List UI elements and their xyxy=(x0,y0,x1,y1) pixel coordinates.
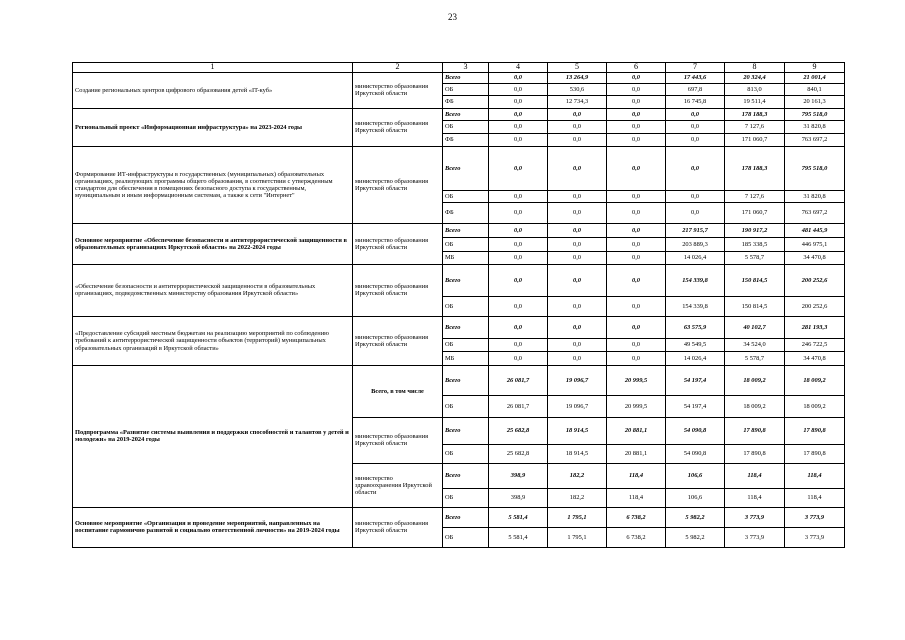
amount-cell: 763 697,2 xyxy=(785,133,845,146)
amount-cell: 840,1 xyxy=(785,83,845,95)
amount-cell: 0,0 xyxy=(489,190,548,202)
column-number: 2 xyxy=(353,63,443,73)
amount-cell: 20 881,1 xyxy=(607,444,666,463)
funding-source-cell: ОБ xyxy=(443,338,489,351)
amount-cell: 17 890,8 xyxy=(725,417,785,444)
funding-source-cell: Всего xyxy=(443,507,489,527)
funding-source-cell: ОБ xyxy=(443,83,489,95)
amount-cell: 118,4 xyxy=(607,463,666,488)
table-row xyxy=(73,264,845,296)
funding-source-cell: ОБ xyxy=(443,237,489,251)
amount-cell: 217 915,7 xyxy=(666,223,725,237)
amount-cell: 19 096,7 xyxy=(548,395,607,417)
amount-cell: 34 470,8 xyxy=(785,351,845,365)
amount-cell: 171 060,7 xyxy=(725,133,785,146)
amount-cell: 54 090,8 xyxy=(666,417,725,444)
activity-name-cell: «Обеспечение безопасности и антитеррористической защищенности в образовательных организациях, подведомственных министерству образования Иркутской области» xyxy=(73,264,353,316)
amount-cell: 5 982,2 xyxy=(666,507,725,527)
amount-cell: 0,0 xyxy=(607,190,666,202)
amount-cell: 3 773,9 xyxy=(725,527,785,547)
amount-cell: 246 722,5 xyxy=(785,338,845,351)
amount-cell: 0,0 xyxy=(489,120,548,133)
activity-name-cell: Подпрограмма «Развитие системы выявления и поддержки способностей и талантов у детей и молодежи» на 2019-2024 годы xyxy=(73,365,353,507)
amount-cell: 118,4 xyxy=(785,488,845,507)
amount-cell: 154 339,8 xyxy=(666,264,725,296)
amount-cell: 0,0 xyxy=(489,237,548,251)
funding-source-cell: МБ xyxy=(443,251,489,264)
amount-cell: 0,0 xyxy=(607,251,666,264)
amount-cell: 0,0 xyxy=(548,120,607,133)
page-number: 23 xyxy=(448,12,457,22)
funding-source-cell: Всего xyxy=(443,365,489,395)
amount-cell: 0,0 xyxy=(489,95,548,108)
amount-cell: 12 734,3 xyxy=(548,95,607,108)
amount-cell: 0,0 xyxy=(489,338,548,351)
amount-cell: 0,0 xyxy=(607,237,666,251)
funding-source-cell: ОБ xyxy=(443,488,489,507)
amount-cell: 0,0 xyxy=(489,72,548,83)
funding-source-cell: ОБ xyxy=(443,190,489,202)
column-number: 9 xyxy=(785,63,845,73)
funding-source-cell: Всего xyxy=(443,264,489,296)
amount-cell: 25 682,8 xyxy=(489,417,548,444)
funding-source-cell: Всего xyxy=(443,146,489,190)
responsible-cell: министерство образования Иркутской области xyxy=(353,316,443,365)
amount-cell: 795 518,0 xyxy=(785,108,845,120)
column-number: 8 xyxy=(725,63,785,73)
funding-source-cell: Всего xyxy=(443,223,489,237)
amount-cell: 7 127,6 xyxy=(725,120,785,133)
amount-cell: 7 127,6 xyxy=(725,190,785,202)
amount-cell: 0,0 xyxy=(548,338,607,351)
amount-cell: 481 445,9 xyxy=(785,223,845,237)
amount-cell: 0,0 xyxy=(489,133,548,146)
amount-cell: 0,0 xyxy=(607,202,666,223)
amount-cell: 1 795,1 xyxy=(548,527,607,547)
amount-cell: 118,4 xyxy=(725,463,785,488)
amount-cell: 14 026,4 xyxy=(666,351,725,365)
budget-table-body xyxy=(73,63,845,548)
amount-cell: 1 795,1 xyxy=(548,507,607,527)
amount-cell: 3 773,9 xyxy=(725,507,785,527)
amount-cell: 0,0 xyxy=(489,296,548,316)
amount-cell: 150 814,5 xyxy=(725,264,785,296)
funding-source-cell: ФБ xyxy=(443,202,489,223)
column-number: 7 xyxy=(666,63,725,73)
amount-cell: 763 697,2 xyxy=(785,202,845,223)
amount-cell: 0,0 xyxy=(548,202,607,223)
amount-cell: 178 188,3 xyxy=(725,108,785,120)
activity-name-cell: Формирование ИТ-инфраструктуры в государственных (муниципальных) образовательных организациях, реализующих программы общего образования, в соответствии с утвержденным стандартом для обеспечения в помещениях безопасного доступа к государственным, муниципальным и иным информационным системам, а также к сети "Интернет" xyxy=(73,146,353,223)
amount-cell: 0,0 xyxy=(489,202,548,223)
amount-cell: 19 096,7 xyxy=(548,365,607,395)
amount-cell: 54 197,4 xyxy=(666,365,725,395)
amount-cell: 5 581,4 xyxy=(489,527,548,547)
amount-cell: 20 324,4 xyxy=(725,72,785,83)
column-number: 4 xyxy=(489,63,548,73)
amount-cell: 18 914,5 xyxy=(548,444,607,463)
amount-cell: 200 252,6 xyxy=(785,296,845,316)
funding-source-cell: ФБ xyxy=(443,95,489,108)
amount-cell: 0,0 xyxy=(489,108,548,120)
amount-cell: 54 090,8 xyxy=(666,444,725,463)
amount-cell: 21 001,4 xyxy=(785,72,845,83)
amount-cell: 5 581,4 xyxy=(489,507,548,527)
table-row xyxy=(73,365,845,395)
amount-cell: 171 060,7 xyxy=(725,202,785,223)
amount-cell: 20 881,1 xyxy=(607,417,666,444)
activity-name-cell: «Предоставление субсидий местным бюджетам на реализацию мероприятий по соблюдению требований к антитеррористической защищенности объектов (территорий) муниципальных образовательных организаций в Иркутской области» xyxy=(73,316,353,365)
amount-cell: 18 009,2 xyxy=(785,365,845,395)
amount-cell: 0,0 xyxy=(548,108,607,120)
amount-cell: 0,0 xyxy=(489,223,548,237)
amount-cell: 0,0 xyxy=(666,146,725,190)
amount-cell: 19 511,4 xyxy=(725,95,785,108)
amount-cell: 118,4 xyxy=(607,488,666,507)
amount-cell: 0,0 xyxy=(489,251,548,264)
amount-cell: 13 264,9 xyxy=(548,72,607,83)
amount-cell: 182,2 xyxy=(548,463,607,488)
amount-cell: 0,0 xyxy=(607,120,666,133)
column-number: 1 xyxy=(73,63,353,73)
activity-name-cell: Основное мероприятие «Организация и проведение мероприятий, направленных на воспитание гармонично развитой и социально ответственной личности» на 2019-2024 годы xyxy=(73,507,353,547)
amount-cell: 6 738,2 xyxy=(607,527,666,547)
amount-cell: 398,9 xyxy=(489,463,548,488)
amount-cell: 0,0 xyxy=(666,133,725,146)
responsible-cell: министерство образования Иркутской области xyxy=(353,264,443,316)
amount-cell: 31 820,8 xyxy=(785,120,845,133)
amount-cell: 16 745,8 xyxy=(666,95,725,108)
amount-cell: 0,0 xyxy=(548,351,607,365)
amount-cell: 0,0 xyxy=(548,316,607,338)
amount-cell: 0,0 xyxy=(607,223,666,237)
funding-source-cell: ОБ xyxy=(443,296,489,316)
funding-source-cell: ФБ xyxy=(443,133,489,146)
amount-cell: 178 188,3 xyxy=(725,146,785,190)
amount-cell: 40 102,7 xyxy=(725,316,785,338)
amount-cell: 203 889,3 xyxy=(666,237,725,251)
table-row xyxy=(73,507,845,527)
funding-source-cell: Всего xyxy=(443,316,489,338)
table-row xyxy=(73,146,845,190)
amount-cell: 20 999,5 xyxy=(607,395,666,417)
amount-cell: 5 982,2 xyxy=(666,527,725,547)
amount-cell: 0,0 xyxy=(607,146,666,190)
amount-cell: 0,0 xyxy=(607,264,666,296)
amount-cell: 14 026,4 xyxy=(666,251,725,264)
amount-cell: 0,0 xyxy=(548,190,607,202)
amount-cell: 446 975,1 xyxy=(785,237,845,251)
table-row xyxy=(73,108,845,120)
amount-cell: 0,0 xyxy=(489,146,548,190)
amount-cell: 200 252,6 xyxy=(785,264,845,296)
amount-cell: 17 890,8 xyxy=(725,444,785,463)
amount-cell: 154 339,8 xyxy=(666,296,725,316)
amount-cell: 31 820,8 xyxy=(785,190,845,202)
amount-cell: 18 914,5 xyxy=(548,417,607,444)
amount-cell: 6 738,2 xyxy=(607,507,666,527)
amount-cell: 0,0 xyxy=(666,108,725,120)
amount-cell: 54 197,4 xyxy=(666,395,725,417)
amount-cell: 0,0 xyxy=(607,338,666,351)
funding-source-cell: Всего xyxy=(443,72,489,83)
amount-cell: 795 518,0 xyxy=(785,146,845,190)
amount-cell: 813,0 xyxy=(725,83,785,95)
funding-source-cell: Всего xyxy=(443,108,489,120)
amount-cell: 18 009,2 xyxy=(725,395,785,417)
amount-cell: 0,0 xyxy=(489,83,548,95)
amount-cell: 34 470,8 xyxy=(785,251,845,264)
amount-cell: 281 193,3 xyxy=(785,316,845,338)
amount-cell: 63 575,9 xyxy=(666,316,725,338)
amount-cell: 0,0 xyxy=(548,237,607,251)
amount-cell: 0,0 xyxy=(607,351,666,365)
amount-cell: 398,9 xyxy=(489,488,548,507)
amount-cell: 150 814,5 xyxy=(725,296,785,316)
amount-cell: 0,0 xyxy=(548,146,607,190)
amount-cell: 0,0 xyxy=(607,95,666,108)
amount-cell: 3 773,9 xyxy=(785,527,845,547)
amount-cell: 34 524,0 xyxy=(725,338,785,351)
amount-cell: 0,0 xyxy=(548,264,607,296)
amount-cell: 0,0 xyxy=(666,190,725,202)
amount-cell: 185 338,5 xyxy=(725,237,785,251)
amount-cell: 0,0 xyxy=(607,108,666,120)
amount-cell: 0,0 xyxy=(548,251,607,264)
amount-cell: 0,0 xyxy=(607,133,666,146)
funding-source-cell: ОБ xyxy=(443,527,489,547)
amount-cell: 697,8 xyxy=(666,83,725,95)
amount-cell: 3 773,9 xyxy=(785,507,845,527)
column-number: 3 xyxy=(443,63,489,73)
amount-cell: 26 081,7 xyxy=(489,395,548,417)
funding-source-cell: ОБ xyxy=(443,395,489,417)
amount-cell: 17 890,8 xyxy=(785,444,845,463)
amount-cell: 530,6 xyxy=(548,83,607,95)
amount-cell: 0,0 xyxy=(607,316,666,338)
funding-source-cell: Всего xyxy=(443,463,489,488)
amount-cell: 0,0 xyxy=(666,202,725,223)
responsible-cell: министерство образования Иркутской области xyxy=(353,108,443,146)
amount-cell: 20 999,5 xyxy=(607,365,666,395)
amount-cell: 0,0 xyxy=(607,296,666,316)
funding-source-cell: Всего xyxy=(443,417,489,444)
amount-cell: 5 578,7 xyxy=(725,251,785,264)
amount-cell: 0,0 xyxy=(489,316,548,338)
amount-cell: 20 161,3 xyxy=(785,95,845,108)
responsible-cell: министерство образования Иркутской области xyxy=(353,507,443,547)
amount-cell: 106,6 xyxy=(666,463,725,488)
amount-cell: 25 682,8 xyxy=(489,444,548,463)
amount-cell: 0,0 xyxy=(666,120,725,133)
activity-name-cell: Создание региональных центров цифрового образования детей «IT-куб» xyxy=(73,72,353,108)
budget-table xyxy=(72,62,845,548)
amount-cell: 0,0 xyxy=(489,264,548,296)
column-number-row xyxy=(73,63,845,73)
responsible-cell: министерство образования Иркутской области xyxy=(353,146,443,223)
amount-cell: 5 578,7 xyxy=(725,351,785,365)
responsible-cell: Всего, в том числе xyxy=(353,365,443,417)
responsible-cell: министерство образования Иркутской области xyxy=(353,72,443,108)
responsible-cell: министерство здравоохранения Иркутской области xyxy=(353,463,443,507)
responsible-cell: министерство образования Иркутской области xyxy=(353,223,443,264)
amount-cell: 0,0 xyxy=(548,296,607,316)
funding-source-cell: МБ xyxy=(443,351,489,365)
amount-cell: 182,2 xyxy=(548,488,607,507)
funding-source-cell: ОБ xyxy=(443,120,489,133)
amount-cell: 0,0 xyxy=(548,133,607,146)
amount-cell: 0,0 xyxy=(607,72,666,83)
table-row xyxy=(73,316,845,338)
amount-cell: 190 917,2 xyxy=(725,223,785,237)
amount-cell: 0,0 xyxy=(548,223,607,237)
amount-cell: 106,6 xyxy=(666,488,725,507)
amount-cell: 49 549,5 xyxy=(666,338,725,351)
table-row xyxy=(73,72,845,83)
amount-cell: 0,0 xyxy=(607,83,666,95)
amount-cell: 17 890,8 xyxy=(785,417,845,444)
amount-cell: 118,4 xyxy=(725,488,785,507)
amount-cell: 17 443,6 xyxy=(666,72,725,83)
amount-cell: 26 081,7 xyxy=(489,365,548,395)
amount-cell: 18 009,2 xyxy=(725,365,785,395)
activity-name-cell: Основное мероприятие «Обеспечение безопасности и антитеррористической защищенности в образовательных организациях Иркутской области» на 2022-2024 годы xyxy=(73,223,353,264)
column-number: 5 xyxy=(548,63,607,73)
amount-cell: 0,0 xyxy=(489,351,548,365)
column-number: 6 xyxy=(607,63,666,73)
responsible-cell: министерство образования Иркутской области xyxy=(353,417,443,463)
table-row xyxy=(73,223,845,237)
funding-source-cell: ОБ xyxy=(443,444,489,463)
amount-cell: 118,4 xyxy=(785,463,845,488)
activity-name-cell: Региональный проект «Информационная инфраструктура» на 2023-2024 годы xyxy=(73,108,353,146)
amount-cell: 18 009,2 xyxy=(785,395,845,417)
